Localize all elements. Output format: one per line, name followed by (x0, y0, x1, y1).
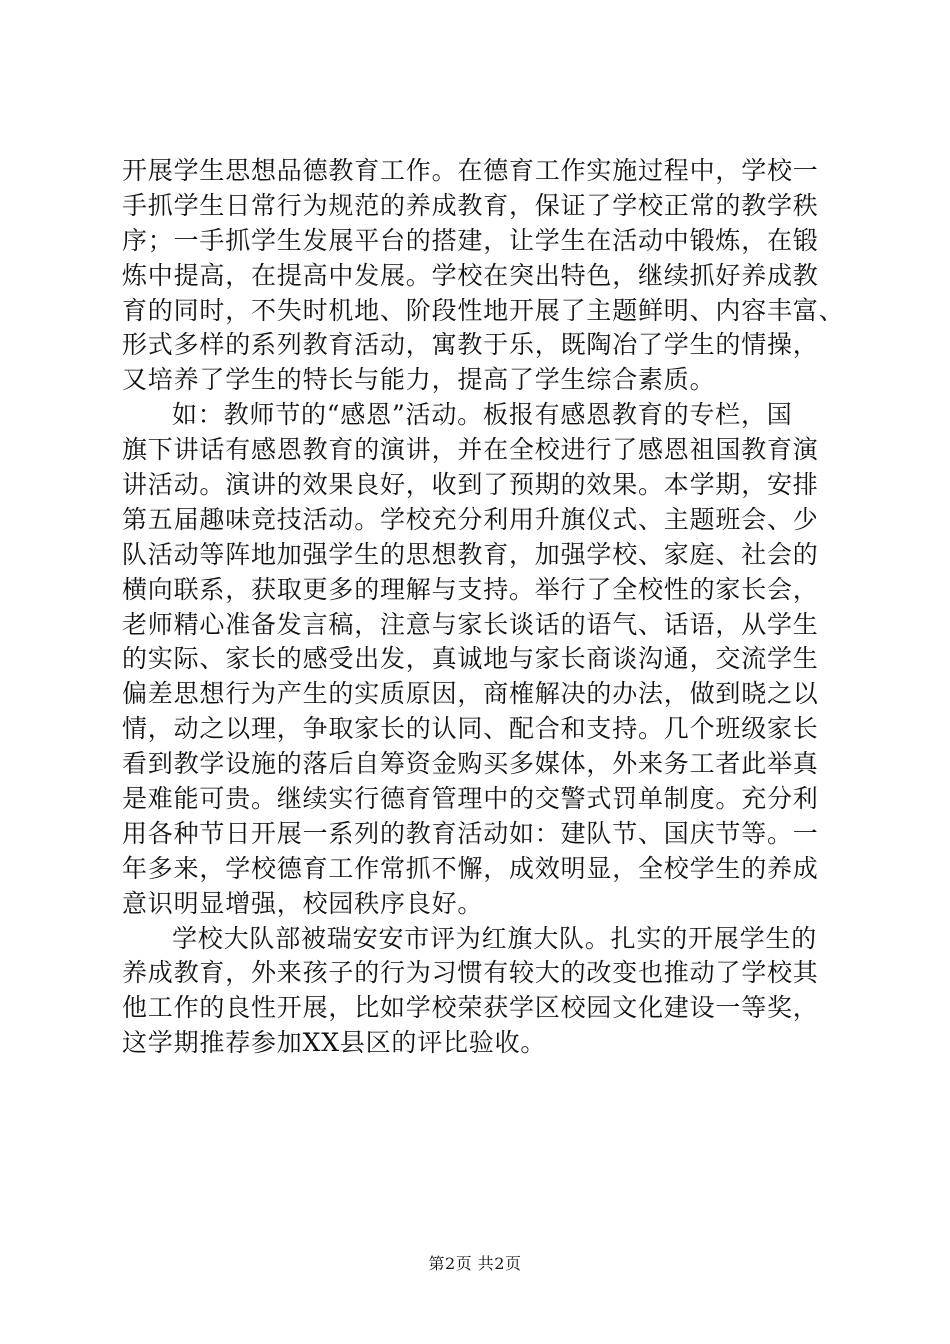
page-footer (0, 1254, 950, 1274)
text-line: 讲活动。演讲的效果良好，收到了预期的效果。本学期，安排 (122, 470, 819, 500)
text-line: 年多来，学校德育工作常抓不懈，成效明显，全校学生的养成 (122, 853, 819, 883)
paragraph-1 (122, 154, 845, 398)
text-line: 炼中提高，在提高中发展。学校在突出特色，继续抓好养成教 (122, 260, 819, 290)
paragraph-3 (122, 922, 842, 1062)
text-line: 情，动之以理，争取家长的认同、配合和支持。几个班级家长 (122, 714, 819, 744)
text-line: 横向联系，获取更多的理解与支持。举行了全校性的家长会， (122, 574, 819, 604)
text-line: 意识明显增强，校园秩序良好。 (122, 888, 484, 918)
text-line: 育的同时，不失时机地、阶段性地开展了主题鲜明、内容丰富、 (122, 295, 845, 325)
paragraph-2 (122, 398, 842, 921)
text-line: 开展学生思想品德教育工作。在德育工作实施过程中，学校一 (122, 156, 819, 185)
document-body (122, 154, 845, 1061)
text-line: 看到教学设施的落后自筹资金购买多媒体，外来务工者此举真 (122, 749, 819, 779)
text-line: 用各种节日开展一系列的教育活动如：建队节、国庆节等。一 (122, 818, 819, 848)
text-line: 他工作的良性开展，比如学校荣获学区校园文化建设一等奖， (122, 993, 819, 1023)
text-line: 老师精心准备发言稿，注意与家长谈话的语气、话语，从学生 (122, 609, 819, 639)
text-line: 学校大队部被瑞安安市评为红旗大队。扎实的开展学生的 (172, 923, 818, 953)
text-line: 旗下讲话有感恩教育的演讲，并在全校进行了感恩祖国教育演 (122, 435, 819, 465)
text-line: 序；一手抓学生发展平台的搭建，让学生在活动中锻炼，在锻 (122, 225, 819, 255)
text-line: 偏差思想行为产生的实质原因，商榷解决的办法，做到晓之以 (122, 679, 819, 709)
text-line: 手抓学生日常行为规范的养成教育，保证了学校正常的教学秩 (122, 190, 819, 220)
text-line: 这学期推荐参加XX县区的评比验收。 (122, 1028, 547, 1058)
text-line: 又培养了学生的特长与能力，提高了学生综合素质。 (122, 365, 716, 395)
text-line: 形式多样的系列教育活动，寓教于乐，既陶冶了学生的情操， (122, 330, 819, 360)
text-line: 的实际、家长的感受出发，真诚地与家长商谈沟通，交流学生 (122, 644, 819, 674)
text-line: 如：教师节的“感恩”活动。板报有感恩教育的专栏，国 (172, 400, 793, 430)
page-number: 第2页 共2页 (428, 1254, 522, 1273)
text-line: 是难能可贵。继续实行德育管理中的交警式罚单制度。充分利 (122, 784, 819, 814)
text-line: 养成教育，外来孩子的行为习惯有较大的改变也推动了学校其 (122, 958, 819, 988)
text-line: 队活动等阵地加强学生的思想教育，加强学校、家庭、社会的 (122, 539, 819, 569)
text-line: 第五届趣味竞技活动。学校充分利用升旗仪式、主题班会、少 (122, 504, 819, 534)
